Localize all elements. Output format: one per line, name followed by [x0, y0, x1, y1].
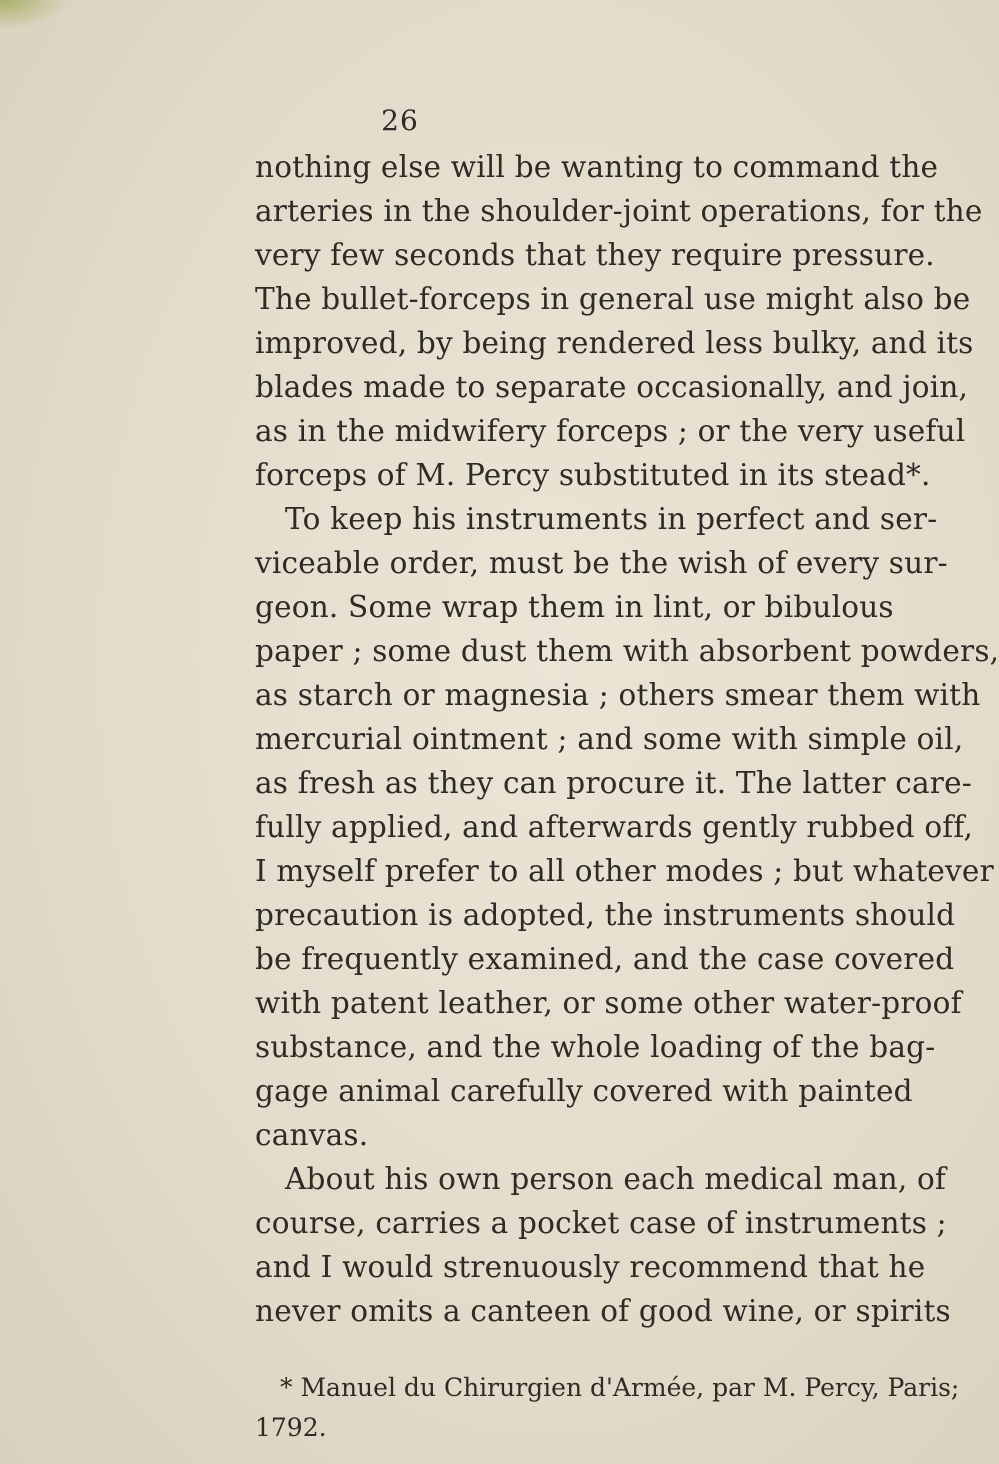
- text-line: blades made to separate occasionally, and join,: [255, 370, 969, 404]
- text-line: as starch or magnesia ; others smear them with: [255, 678, 981, 712]
- text-line: improved, by being rendered less bulky, and its: [255, 326, 974, 360]
- text-line: geon. Some wrap them in lint, or bibulous: [255, 590, 894, 624]
- text-line: fully applied, and afterwards gently rubbed off,: [255, 810, 974, 844]
- text-line: precaution is adopted, the instruments should: [255, 898, 956, 932]
- text-line: substance, and the whole loading of the bag-: [255, 1030, 936, 1064]
- text-line: viceable order, must be the wish of every sur-: [255, 546, 948, 580]
- text-line: mercurial ointment ; and some with simple oil,: [255, 722, 964, 756]
- footnote-line: 1792.: [255, 1413, 327, 1442]
- text-line: To keep his instruments in perfect and ser-: [285, 502, 938, 536]
- text-line: forceps of M. Percy substituted in its stead*.: [255, 458, 931, 492]
- text-line: About his own person each medical man, of: [285, 1162, 947, 1196]
- text-line: gage animal carefully covered with painted: [255, 1074, 913, 1108]
- text-line: as in the midwifery forceps ; or the very useful: [255, 414, 966, 448]
- text-line: course, carries a pocket case of instruments ;: [255, 1206, 947, 1240]
- text-line: be frequently examined, and the case covered: [255, 942, 955, 976]
- text-line: paper ; some dust them with absorbent powders,: [255, 634, 999, 668]
- footnote-line: * Manuel du Chirurgien d'Armée, par M. Percy, Paris;: [280, 1373, 960, 1402]
- text-line: never omits a canteen of good wine, or spirits: [255, 1294, 951, 1328]
- text-line: very few seconds that they require pressure.: [255, 238, 935, 272]
- text-line: and I would strenuously recommend that he: [255, 1250, 926, 1284]
- text-line: nothing else will be wanting to command the: [255, 150, 939, 184]
- text-line: as fresh as they can procure it. The latter care-: [255, 766, 972, 800]
- page-number: 26: [381, 104, 419, 137]
- text-line: canvas.: [255, 1118, 369, 1152]
- text-line: I myself prefer to all other modes ; but whatever: [255, 854, 994, 888]
- text-line: with patent leather, or some other water-proof: [255, 986, 962, 1020]
- text-line: The bullet-forceps in general use might also be: [255, 282, 971, 316]
- page-stain: [0, 0, 70, 30]
- text-line: arteries in the shoulder-joint operations, for the: [255, 194, 983, 228]
